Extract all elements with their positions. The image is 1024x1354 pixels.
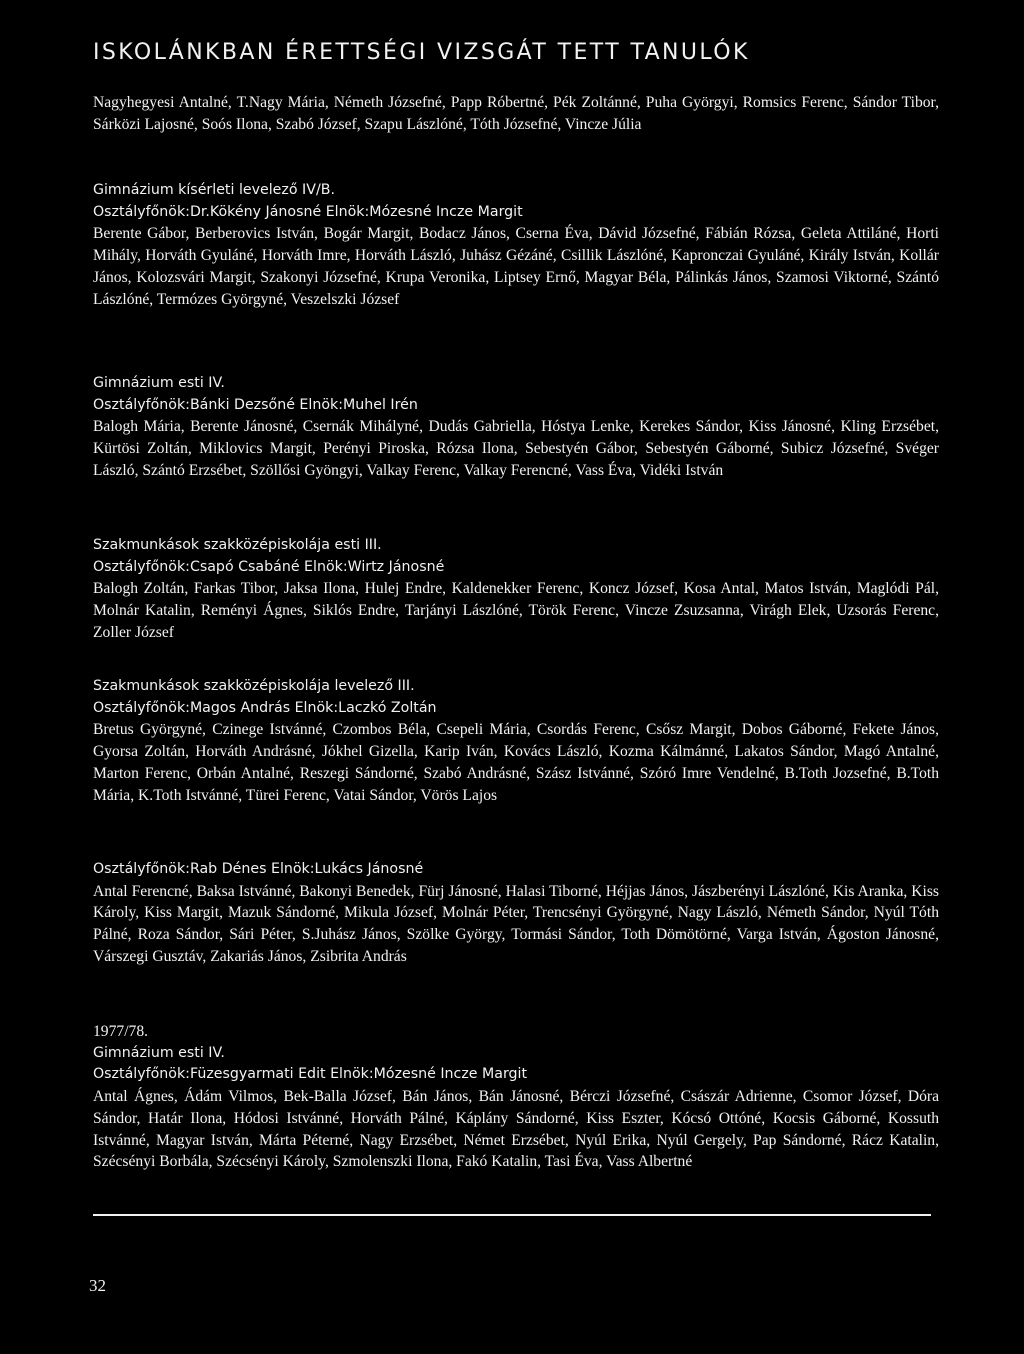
section-szakmunkas-levelezo — [93, 676, 939, 806]
student-names: Nagyhegyesi Antalné, T.Nagy Mária, Németh Józsefné, Papp Róbertné, Pék Zoltánné, Puha Györgyi, Romsics Ferenc, Sándor Tibor, Sárközi Lajosné, Soós Ilona, Szabó József, Szapu Lászlóné, Tóth Józsefné, Vincze Júlia — [93, 94, 939, 133]
section-gimnazium-esti — [93, 373, 939, 482]
section-continuation — [93, 92, 939, 135]
section-szakmunkas-esti — [93, 535, 939, 644]
class-teacher-line: Osztályfőnök:Bánki Dezsőné Elnök:Muhel Irén — [93, 396, 418, 413]
school-year: 1977/78. — [93, 1023, 149, 1040]
section-gimnazium-kiserleti — [93, 180, 939, 310]
class-heading: Szakmunkások szakközépiskolája levelező III. — [93, 678, 415, 694]
footer-rule — [93, 1214, 931, 1216]
class-teacher-line: Osztályfőnök:Füzesgyarmati Edit Elnök:Mózesné Incze Margit — [93, 1066, 528, 1083]
student-names: Berente Gábor, Berberovics István, Bogár Margit, Bodacz János, Cserna Éva, Dávid Józsefné, Fábián Rózsa, Geleta Attiláné, Horti Mihály, Horváth Gyuláné, Horváth Imre, Horváth László, Juhász Gézáné, Csillik Lászlóné, Kapronczai Gyuláné, Király István, Kollár János, Kolozsvári Margit, Szakonyi Józsefné, Krupa Veronika, Liptsey Ernő, Magyar Béla, Pálinkás János, Szamosi Viktorné, Szántó Lászlóné, Termózes Györgyné, Veszelszki József — [93, 225, 939, 308]
student-names: Balogh Mária, Berente Jánosné, Csernák Mihályné, Dudás Gabriella, Hóstya Lenke, Kerekes Sándor, Kiss Jánosné, Kling Erzsébet, Kürtösi Zoltán, Miklovics Margit, Perényi Piroska, Rózsa Ilona, Sebestyén Gábor, Sebestyén Gáborné, Subicz Józsefné, Svéger László, Szántó Erzsébet, Szöllősi Gyöngyi, Valkay Ferenc, Valkay Ferencné, Vass Éva, Vidéki István — [93, 418, 939, 479]
class-heading: Gimnázium esti IV. — [93, 1044, 225, 1061]
class-teacher-line: Osztályfőnök:Magos András Elnök:Laczkó Zoltán — [93, 699, 437, 716]
section-rab-denes — [93, 859, 939, 968]
student-names: Antal Ágnes, Ádám Vilmos, Bek-Balla József, Bán János, Bán Jánosné, Bérczi Józsefné, Császár Adrienne, Csomor József, Dóra Sándor, Határ Ilona, Hódosi Istvánné, Horváth Pálné, Káplány Sándorné, Kiss Eszter, Kócsó Ottóné, Kocsis Gáborné, Kossuth Istvánné, Magyar István, Márta Péterné, Nagy Erzsébet, Német Erzsébet, Nyúl Erika, Nyúl Gergely, Pap Sándorné, Rácz Katalin, Szécsényi Borbála, Szécsényi Károly, Szmolenszki Ilona, Fakó Katalin, Tasi Éva, Vass Albertné — [93, 1088, 939, 1171]
class-teacher-line: Osztályfőnök:Rab Dénes Elnök:Lukács Jánosné — [93, 861, 424, 877]
page-title: ISKOLÁNKBAN ÉRETTSÉGI VIZSGÁT TETT TANULÓK — [93, 40, 750, 65]
page-number: 32 — [89, 1276, 106, 1295]
student-names: Antal Ferencné, Baksa Istvánné, Bakonyi Benedek, Fürj Jánosné, Halasi Tiborné, Héjjas János, Jászberényi Lászlóné, Kis Aranka, Kiss Károly, Kiss Margit, Mazuk Sándorné, Mikula József, Molnár Péter, Trencsényi Györgyné, Nagy László, Németh Sándor, Nyúl Tóth Pálné, Roza Sándor, Sári Péter, S.Juhász János, Szölke György, Tormási Sándor, Toth Dömötörné, Varga István, Ágoston Jánosné, Várszegi Gusztáv, Zakariás János, Zsibrita András — [93, 882, 939, 965]
class-teacher-line: Osztályfőnök:Csapó Csabáné Elnök:Wirtz Jánosné — [93, 558, 445, 575]
class-heading: Gimnázium esti IV. — [93, 375, 225, 391]
class-heading: Gimnázium kísérleti levelező IV/B. — [93, 182, 335, 198]
student-names: Balogh Zoltán, Farkas Tibor, Jaksa Ilona, Hulej Endre, Kaldenekker Ferenc, Koncz József, Kosa Antal, Matos István, Maglódi Pál, Molnár Katalin, Reményi Ágnes, Siklós Endre, Tarjányi Lászlóné, Török Ferenc, Vincze Zsuzsanna, Virágh Elek, Uzsorás Ferenc, Zoller József — [93, 580, 939, 641]
class-heading: Szakmunkások szakközépiskolája esti III. — [93, 537, 382, 553]
section-1977-gimnazium-esti — [93, 1021, 939, 1173]
class-teacher-line: Osztályfőnök:Dr.Kökény Jánosné Elnök:Mózesné Incze Margit — [93, 203, 523, 220]
student-names: Bretus Györgyné, Czinege Istvánné, Czombos Béla, Csepeli Mária, Csordás Ferenc, Csősz Margit, Dobos Gáborné, Fekete János, Gyorsa Zoltán, Horváth Andrásné, Jókhel Gizella, Karip Iván, Kovács László, Kozma Kálmánné, Lakatos Sándor, Magó Antalné, Marton Ferenc, Orbán Antalné, Reszegi Sándorné, Szabó Andrásné, Szász Istvánné, Szóró Imre Vendelné, B.Toth Jozsefné, B.Toth Mária, K.Toth Istvánné, Türei Ferenc, Vatai Sándor, Vörös Lajos — [93, 721, 939, 804]
